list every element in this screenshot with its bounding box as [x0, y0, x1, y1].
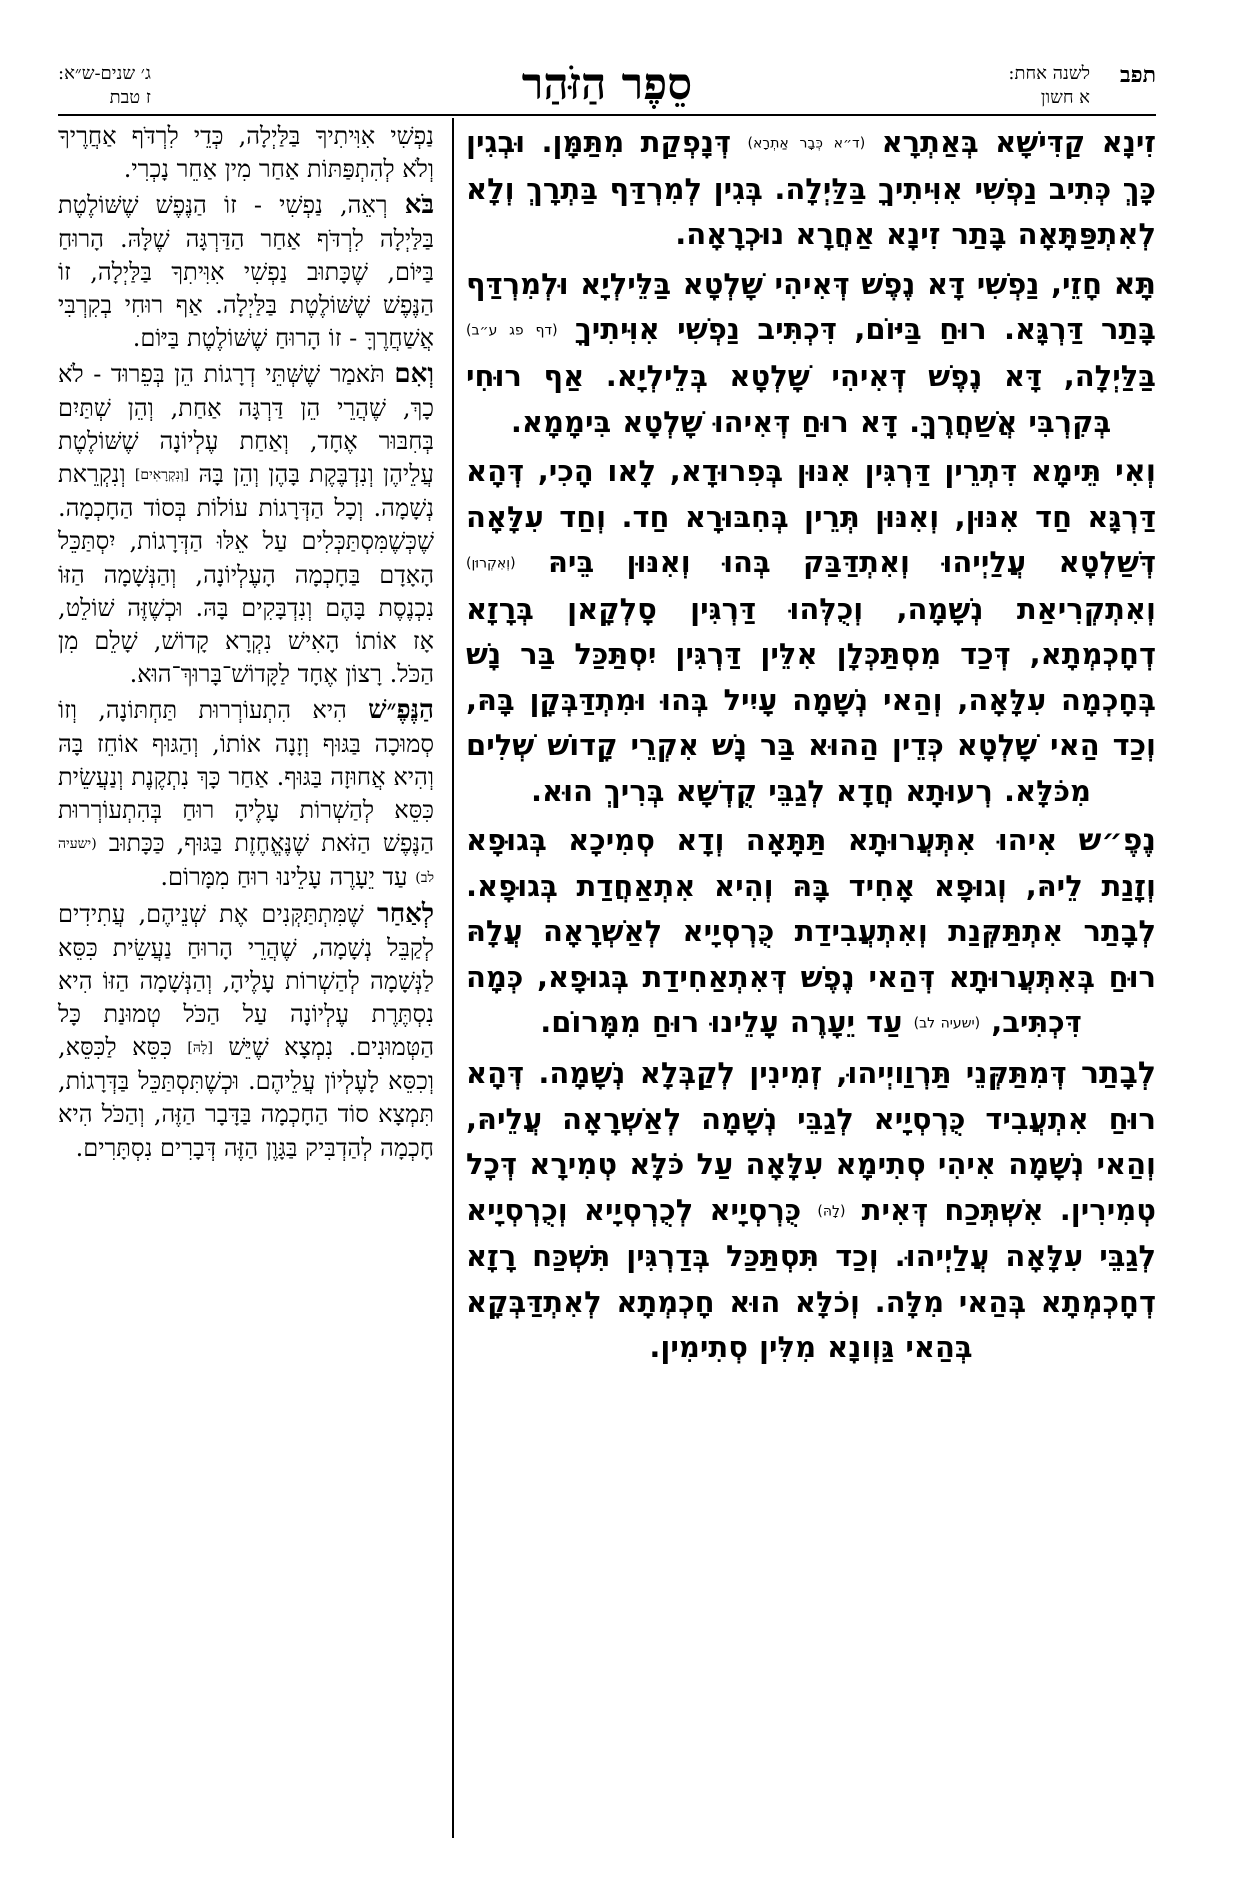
- main-paragraph-3: [466, 449, 1156, 814]
- page-number: תפב: [1120, 62, 1156, 88]
- side-paragraph-5: [58, 898, 434, 1165]
- main-p4-lead-word: נֶפֶ״ש: [1078, 823, 1156, 859]
- main-p4-text-a: אִיהוּ אִתְּעֲרוּתָא תַּתָּאָה וְדָא סְמִיכָא בְּגוּפָא וְזָנַת לֵיהּ, וְגוּפָא אָחִיד בָּהּ וְהִיא אִתְאַחֲדַת בְּגוּפָא. לְבָתַר אִתְתַּקְּנַת וְאִתְעֲבִידַת כֻּרְסְיָיא לְאַשְׁרָאָה עֲלָהּ רוּחַ בְּאִתְּעֲרוּתָא דְּהַאי נֶפֶשׁ דְּאִתְאַחִידַת בְּגוּפָא, כְּמָה דִּכְתִּיב,: [466, 823, 1156, 1040]
- main-p1-reference: (ד״א כְּבָר אַתְרָא): [747, 135, 866, 152]
- side-p1-text: נַפְשִׁי אִוִּיתִיךָ בַּלַּיְלָה, כְּדֵי לִרְדֹּף אַחֲרֶיךָ וְלֹא לְהִתְפַּתּוֹת אַחַר מִין אַחֵר נָכְרִי.: [58, 122, 434, 184]
- main-p5-reference: (לָהּ): [817, 1202, 846, 1219]
- main-paragraph-5: [466, 1051, 1156, 1371]
- hebrew-translation-column: [58, 120, 434, 1168]
- page-header: [58, 58, 1156, 128]
- side-p2-lead-word: בֹּא: [404, 190, 434, 221]
- side-p5-lead-word: לְאַחַר: [376, 899, 434, 930]
- side-p4-lead-word: הַנֶּפֶ״שׁ: [368, 695, 434, 726]
- side-paragraph-2: [58, 189, 434, 355]
- side-paragraph-1: [58, 120, 434, 186]
- main-p4-text-b: עַד יֵעָרֶה עָלֵינוּ רוּחַ מִמָּרוֹם.: [540, 1005, 903, 1040]
- book-title: סֵפֶר הַזֹּהַר: [521, 59, 693, 110]
- schedule-one-year-label: לשנה אחת:: [1008, 63, 1090, 84]
- main-paragraph-4: [466, 818, 1156, 1047]
- side-p3-lead-word: וְאִם: [394, 359, 434, 390]
- column-divider: [452, 118, 454, 1838]
- side-p5-text-b: כִּסֵּא לַכִּסֵּא, וְכִסֵּא לָעֶלְיוֹן עֲלֵיהֶם. וּכְשֶׁתִּסְתַּכֵּל בַּדְּרָגוֹת, תִּמְצָא סוֹד הַחָכְמָה בַּדָּבָר הַזֶּה, וְהַכֹּל הִיא חָכְמָה לְהַדְבִּיק בַּגָּוֶן הַזֶּה דְּבָרִים נִסְתָּרִים.: [58, 1033, 434, 1162]
- side-p3-text-b: וְנִקְרֵאת נְשָׁמָה. וְכָל הַדְּרָגוֹת עוֹלוֹת בְּסוֹד הַחָכְמָה. שֶׁכְּשֶׁמִּסְתַּכְּלִים עַל אֵלּוּ הַדְּרָגוֹת, יִסְתַּכֵּל הָאָדָם בַּחָכְמָה הָעֶלְיוֹנָה, וְהַנְּשָׁמָה הַזּוֹ נִכְנֶסֶת בָּהֶם וְנִדְבָּקִים בָּהּ. וּכְשֶׁזֶּה שׁוֹלֵט, אָז אוֹתוֹ הָאִישׁ נִקְרָא קָדוֹשׁ, שָׁלֵם מִן הַכֹּל. רָצוֹן אֶחָד לַקָּדוֹשׁ־בָּרוּךְ־הוּא.: [58, 460, 434, 689]
- main-p2-reference: (דף פג ע״ב): [466, 322, 558, 339]
- main-p4-reference: (ישעיה לב): [913, 1015, 981, 1032]
- side-p3-reference: [וְנִקְרָאִים]: [134, 466, 190, 483]
- main-p3-text-a: תֵּימָא דִּתְרֵין דַּרְגִּין אִנּוּן בְּפִרוּדָא, לָאו הָכִי, דְּהָא דַּרְגָּא חַד אִנּוּן, וְאִנּוּן תְּרֵין בְּחִבּוּרָא חַד. וְחַד עִלָּאָה דְּשַׁלְטָא עֲלַיְיהוּ וְאִתְדַּבַּק בְּהוּ וְאִנּוּן בֵּיהּ: [466, 454, 1156, 579]
- side-p3-text-a: תֹּאמַר שֶׁשְּׁתֵּי דְרָגוֹת הֵן בְּפֵרוּד - לֹא כָךְ, שֶׁהֲרֵי הֵן דַּרְגָּה אַחַת, וְהֵן שְׁתַּיִם בְּחִבּוּר אֶחָד, וְאַחַת עֶלְיוֹנָה שֶׁשּׁוֹלֶטֶת עֲלֵיהֶן וְנִדְבֶּקֶת בָּהֶן וְהֵן בָּהּ: [58, 360, 434, 489]
- side-p2-text: רְאֵה, נַפְשִׁי - זוֹ הַנֶּפֶשׁ שֶׁשּׁוֹלֶטֶת בַּלַּיְלָה לִרְדֹּף אַחַר הַדַּרְגָּה שֶׁלָּהּ. הָרוּחַ בַּיּוֹם, שֶׁכָּתוּב נַפְשִׁי אִוִּיתִךָ בַּלַּיְלָה, זוֹ הַנֶּפֶשׁ שֶׁשּׁוֹלֶטֶת בַּלַּיְלָה. אַף רוּחִי בְקִרְבִּי אֲשַׁחֲרֶךָּ - זוֹ הָרוּחַ שֶׁשּׁוֹלֶטֶת בַּיּוֹם.: [58, 191, 434, 353]
- aramaic-column: [466, 120, 1156, 1375]
- main-p5-lead-word: לְבָתַר: [1081, 1056, 1156, 1091]
- main-paragraph-2: [466, 262, 1156, 445]
- side-p4-reference: (ישעיה לב): [58, 836, 434, 887]
- side-paragraph-3: [58, 358, 434, 691]
- main-p3-lead-word: וְאִי: [1115, 454, 1156, 489]
- side-p4-text-a: הִיא הִתְעוֹרְרוּת תַּחְתּוֹנָה, וְזוֹ סְמוּכָה בַּגּוּף וְזָנָה אוֹתוֹ, וְהַגּוּף אוֹחֵז בָּהּ וְהִיא אֲחוּזָה בַּגּוּף. אַחַר כָּךְ נִתְקֶנֶת וְנַעֲשֵׂית כִּסֵּא לְהַשְׁרוֹת עָלֶיהָ רוּחַ בְּהִתְעוֹרְרוּת הַנֶּפֶשׁ הַזֹּאת שֶׁנֶּאֱחֶזֶת בַּגּוּף, כַּכָּתוּב: [58, 696, 434, 858]
- schedule-one-year-date: א חשון: [1040, 87, 1090, 108]
- main-p3-reference: (וְאִקְרוּן): [466, 555, 516, 572]
- main-p5-text-b: כֻּרְסְיָיא לְכֻרְסְיָיא וְכֻרְסְיָיא לְגַבֵּי עִלָּאָה עֲלַיְיהוּ. וְכַד תִּסְתַּכַּל בְּדַרְגִּין תִּשְׁכַּח רָזָא דְחָכְמְתָא בְּהַאי מִלָּה. וְכֹלָּא הוּא חָכְמְתָא לְאִתְדַּבְּקָא בְּהַאי גַּוְונָא מִלִּין סְתִימִין.: [466, 1192, 1156, 1365]
- main-p3-text-b: וְאִתְקְרִיאַת נְשָׁמָה, וְכֻלְּהוּ דַּרְגִּין סָלְקָאן בְּרָזָא דְחָכְמְתָא, דְּכַד מִסְתַּכְּלָן אִלֵּין דַּרְגִּין יִסְתַּכַּל בַּר נָשׁ בְּחָכְמָה עִלָּאָה, וְהַאי נְשָׁמָה עָיִיל בְּהוּ וּמִתְדַּבְּקָן בָּהּ, וְכַד הַאי שָׁלְטָא כְּדֵין הַהוּא בַּר נָשׁ אִקְרֵי קָדוֹשׁ שְׁלִים מִכֹּלָּא. רְעוּתָא חֲדָא לְגַבֵּי קֻדְשָׁא בְּרִיךְ הוּא.: [466, 591, 1156, 808]
- side-p5-reference: [לָהּ]: [187, 1040, 213, 1057]
- main-paragraph-1: [466, 120, 1156, 258]
- study-schedule-three-years: [58, 62, 151, 110]
- header-rule: [58, 114, 1156, 116]
- side-p5-text-a: שֶׁמִּתְתַּקְּנִים אֶת שְׁנֵיהֶם, עֲתִידִים לְקַבֵּל נְשָׁמָה, שֶׁהֲרֵי הָרוּחַ נַעֲשֵׂית כִּסֵּא לַנְּשָׁמָה לְהַשְׁרוֹת עָלֶיהָ, וְהַנְּשָׁמָה הַזּוֹ הִיא נִסְתֶּרֶת עֶלְיוֹנָה עַל הַכֹּל טְמוּנַת כָּל הַטְּמוּנִים. נִמְצָא שֶׁיֵּשׁ: [58, 900, 435, 1062]
- main-p2-text-b: בַּלַּיְלָה, דָּא נֶפֶשׁ דְּאִיהִי שָׁלְטָא בְּלֵילְיָא. אַף רוּחִי בְּקִרְבִּי אֲשַׁחֲרֶךָּ. דָּא רוּחַ דְּאִיהוּ שָׁלְטָא בִּימָמָא.: [466, 359, 1156, 439]
- main-p5-text-a: דְּמִתַּקְּנֵי תַּרְוַויְיהוּ, זְמִינִין לְקַבְּלָא נְשָׁמָה. דְּהָא רוּחַ אִתְעֲבִיד כֻּרְסְיָיא לְגַבֵּי נְשָׁמָה לְאַשְׁרָאָה עֲלֵיהּ, וְהַאי נְשָׁמָה אִיהִי סְתִימָא עִלָּאָה עַל כֹּלָּא טְמִירָא דְּכָל טְמִירִין. אִשְׁתְּכַח דְּאִית: [466, 1056, 1156, 1227]
- schedule-three-years-date: ז טבת: [109, 87, 151, 108]
- side-p4-text-b: עַד יֵעָרֶה עָלֵינוּ רוּחַ מִמָּרוֹם.: [160, 863, 408, 892]
- side-paragraph-4: [58, 694, 434, 895]
- main-p2-text-a: חָזֵי, נַפְשִׁי דָּא נֶפֶשׁ דְּאִיהִי שָׁלְטָא בַּלֵּילְיָא וּלְמִרְדַּף בָּתַר דַּרְגָּא. רוּחַ בַּיּוֹם, דִּכְתִּיב נַפְשִׁי אִוִּיתִיךָ: [466, 266, 1156, 347]
- main-p1-text-a: זִינָא קַדִּישָׁא בְּאַתְרָא: [881, 125, 1156, 159]
- main-p2-lead-word: תָּא: [1113, 266, 1156, 302]
- schedule-three-years-label: ג׳ שנים-ש״א:: [58, 63, 151, 84]
- main-p1-text-b: דְּנָפְקַת מִתַּמָּן. וּבְגִין כָּךְ כְּתִיב נַפְשִׁי אִוִּיתִיךָ בַּלַּיְלָה. בְּגִין לְמִרְדַּף בַּתְרָךְ וְלָא לְאִתְפַּתָּאָה בָּתַר זִינָא אַחֲרָא נוּכְרָאָה.: [466, 125, 1156, 252]
